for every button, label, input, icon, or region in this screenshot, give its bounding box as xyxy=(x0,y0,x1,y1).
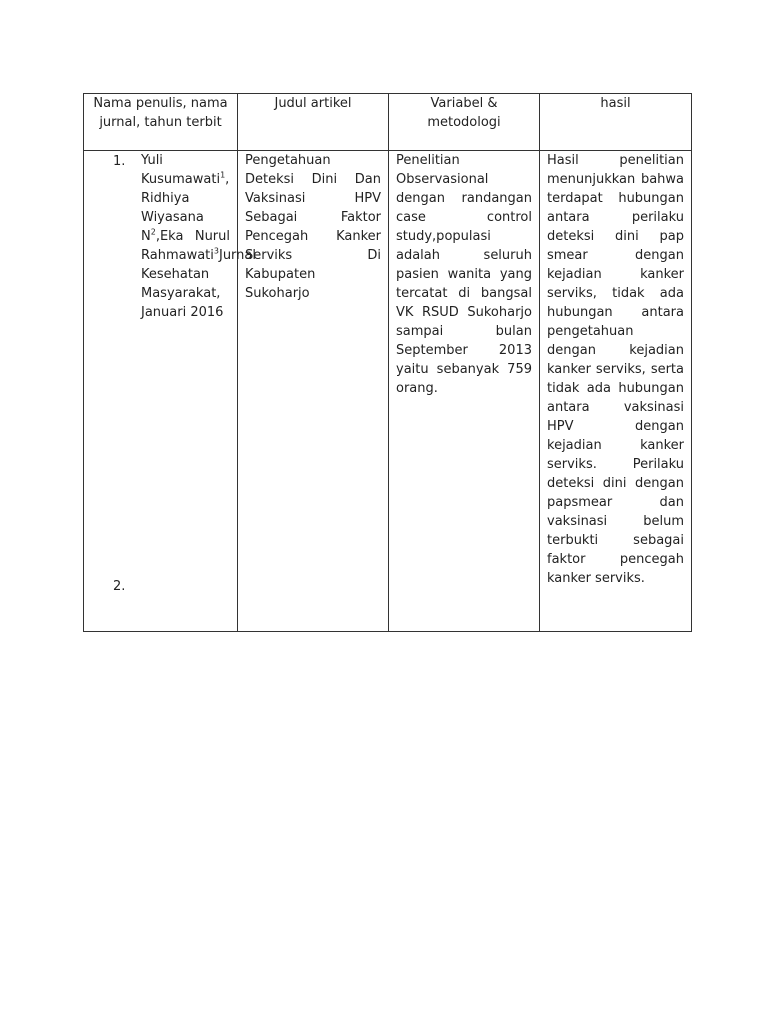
author-2-sup: 2 xyxy=(150,227,156,237)
author-1-sup: 1 xyxy=(220,170,226,180)
cell-title: Pengetahuan Deteksi Dini Dan Vaksinasi HPV Sebagai Faktor Pencegah Kanker Serviks Di Kabupaten Sukoharjo xyxy=(238,151,389,632)
author-2: Ridhiya Wiyasana N xyxy=(141,191,204,244)
literature-table xyxy=(83,93,692,632)
author-3: ,Eka Nurul Rahmawati xyxy=(141,229,230,263)
author-3-sup: 3 xyxy=(213,246,219,256)
header-author: Nama penulis, nama jurnal, tahun terbit xyxy=(84,94,238,151)
row-number-2: 2. xyxy=(113,579,126,594)
header-method: Variabel & metodologi xyxy=(389,94,540,151)
table-header-row xyxy=(84,94,692,151)
header-title: Judul artikel xyxy=(238,94,389,151)
author-1: Yuli Kusumawati xyxy=(141,153,221,187)
header-result: hasil xyxy=(540,94,692,151)
author-text: Yuli Kusumawati$^1$, Ridhiya Wiyasana $N^2,Eka$ Nurul Rahmawati$^3$Jurnal Kesehatan Masyarakat, Januari 2016 xyxy=(141,153,256,320)
journal-info: Jurnal Kesehatan Masyarakat, Januari 2016 xyxy=(141,248,256,320)
cell-method: Penelitian Observasional dengan randangan case control study,populasi adalah seluruh pasien wanita yang tercatat di bangsal VK RSUD Sukoharjo sampai bulan September 2013 yaitu sebanyak 759 orang. xyxy=(389,151,540,632)
table-row xyxy=(84,151,692,632)
cell-result: Hasil penelitian menunjukkan bahwa terdapat hubungan antara perilaku deteksi dini pap smear dengan kejadian kanker serviks, tidak ada hubungan antara pengetahuan dengan kejadian kanker serviks, serta tidak ada hubungan antara vaksinasi HPV dengan kejadian kanker serviks. Perilaku deteksi dini dengan papsmear dan vaksinasi belum terbukti sebagai faktor pencegah kanker serviks. xyxy=(540,151,692,632)
cell-author xyxy=(84,151,256,632)
row-number-1: 1. xyxy=(113,154,126,169)
